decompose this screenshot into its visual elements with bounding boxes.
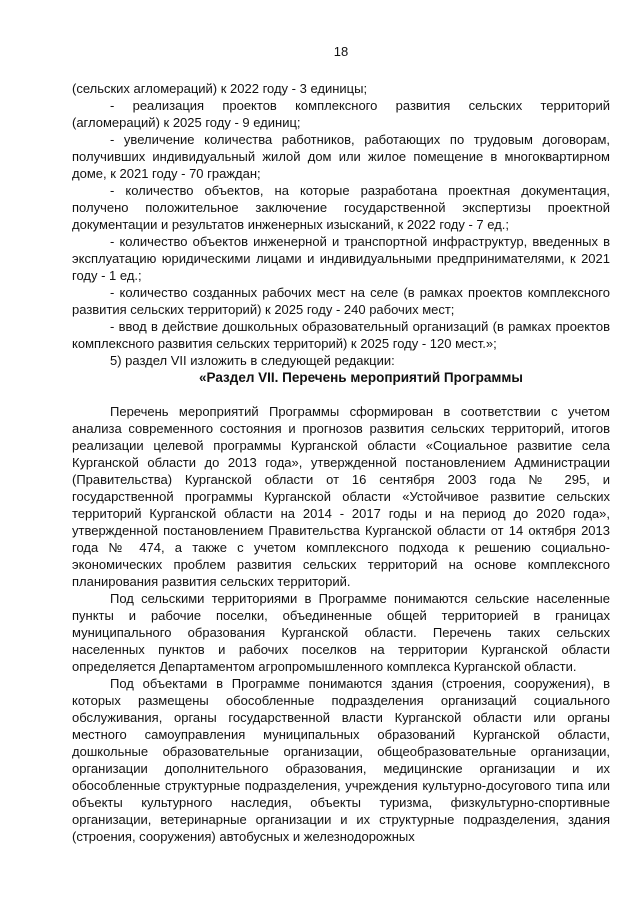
section-heading: «Раздел VII. Перечень мероприятий Программы	[199, 370, 523, 385]
list-item: - количество объектов инженерной и транспортной инфраструктур, введенных в эксплуатацию юридическими лицами и индивидуальными предпринимателями, к 2021 году - 1 ед.;	[72, 234, 610, 283]
list-item: - количество объектов, на которые разработана проектная документация, получено положительное заключение государственной экспертизы проектной документации и результатов инженерных изысканий, к 2022 году - 7 ед.;	[72, 183, 610, 232]
list-item: - количество созданных рабочих мест на селе (в рамках проектов комплексного развития сельских территорий) к 2025 году - 240 рабочих мест;	[72, 285, 610, 317]
page-number: 18	[333, 44, 349, 59]
list-item: - реализация проектов комплексного развития сельских территорий (агломераций) к 2025 году - 9 единиц;	[72, 98, 610, 130]
list-continuation: (сельских агломераций) к 2022 году - 3 единицы;	[72, 81, 368, 96]
list-item: - увеличение количества работников, работающих по трудовым договорам, получивших индивидуальный жилой дом или жилое помещение в многоквартирном доме, к 2021 году - 70 граждан;	[72, 132, 610, 181]
body-paragraph: Под объектами в Программе понимаются здания (строения, сооружения), в которых размещены обособленные подразделения организаций социального обслуживания, органы государственной власти Курганской области или органы местного самоуправления муниципальных образований Курганской области, дошкольные образовательные организации, общеобразовательные организации, организации дополнительного образования, медицинские организации и их обособленные структурные подразделения, учреждения культурно-досугового типа или объекты культурного наследия, объекты туризма, физкультурно-спортивные организации, ветеринарные организации и их структурные подразделения, здания (строения, сооружения) автобусных и железнодорожных	[72, 676, 610, 844]
list-item: - ввод в действие дошкольных образовательный организаций (в рамках проектов комплексного развития сельских территорий) к 2025 году - 120 мест.»;	[72, 319, 610, 351]
document-page	[72, 44, 610, 845]
body-paragraph: Под сельскими территориями в Программе понимаются сельские населенные пункты и рабочие поселки, объединенные общей территорией в границах муниципального образования Курганской области. Перечень таких сельских населенных пунктов и рабочих поселков на территории Курганской области определяется Департаментом агропромышленного комплекса Курганской области.	[72, 591, 610, 674]
amendment-paragraph: 5) раздел VII изложить в следующей редакции:	[110, 353, 395, 368]
body-paragraph: Перечень мероприятий Программы сформирован в соответствии с учетом анализа современного состояния и прогнозов развития сельских территорий, итогов реализации целевой программы Курганской области «Социальное развитие села Курганской области до 2013 года», утвержденной постановлением Администрации (Правительства) Курганской области от 16 сентября 2003 года № 295, и государственной программы Курганской области «Устойчивое развитие сельских территорий Курганской области на 2014 - 2017 годы и на период до 2020 года», утвержденной постановлением Правительства Курганской области от 14 октября 2013 года № 474, а также с учетом комплексного подхода к решению социально-экономических проблем развития сельских территорий на основе комплексного планирования развития сельских территорий.	[72, 404, 610, 589]
document-body	[72, 80, 610, 845]
